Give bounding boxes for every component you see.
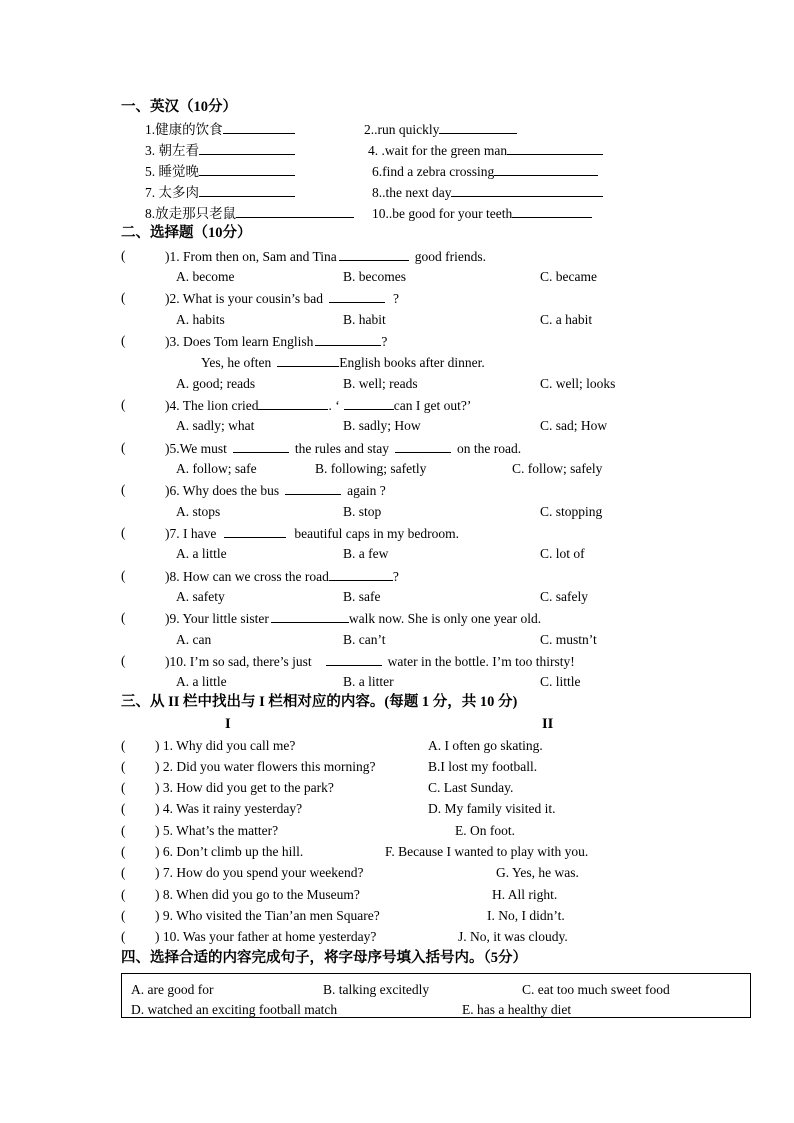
match-paren[interactable]: ( <box>121 780 126 795</box>
q3-option-a[interactable]: A. good; reads <box>176 376 256 391</box>
match-paren[interactable]: ( <box>121 801 126 816</box>
q7-option-c[interactable]: C. lot of <box>540 546 585 561</box>
q5-option-a[interactable]: A. follow; safe <box>176 461 257 476</box>
q8-option-a[interactable]: A. safety <box>176 589 225 604</box>
q7-option-b[interactable]: B. a few <box>343 546 389 561</box>
match-question: ) 2. Did you water flowers this morning? <box>155 759 376 774</box>
q8-stem: )8. How can we cross the road ? <box>165 569 399 584</box>
section-3-title: 三、从 II 栏中找出与 I 栏相对应的内容。(每题 1 分，共 10 分) <box>121 694 518 710</box>
match-answer: J. No, it was cloudy. <box>458 929 568 944</box>
q9-option-b[interactable]: B. can’t <box>343 632 386 647</box>
q5-stem: )5.We must the rules and stay on the road. <box>165 441 522 456</box>
match-paren[interactable]: ( <box>121 887 126 902</box>
q2-paren[interactable]: ( <box>121 290 126 305</box>
s1-item-7: 7. 太多肉 <box>145 184 295 201</box>
q10-option-c[interactable]: C. little <box>540 674 581 689</box>
match-answer: I. No, I didn’t. <box>487 908 565 923</box>
match-question: ) 4. Was it rainy yesterday? <box>155 801 303 816</box>
match-question: ) 9. Who visited the Tian’an men Square? <box>155 908 380 923</box>
s1-item-4: 4. .wait for the green man <box>368 142 603 159</box>
q4-stem: )4. The lion cried . ‘ can I get out?’ <box>165 398 472 413</box>
q5-paren[interactable]: ( <box>121 440 126 455</box>
q7-stem: )7. I have beautiful caps in my bedroom. <box>165 526 459 541</box>
match-answer: G. Yes, he was. <box>496 865 579 880</box>
q6-paren[interactable]: ( <box>121 482 126 497</box>
match-question: ) 7. How do you spend your weekend? <box>155 865 364 880</box>
s1-item-8: 8..the next day <box>372 184 603 201</box>
match-question: ) 8. When did you go to the Museum? <box>155 887 360 902</box>
q9-paren[interactable]: ( <box>121 610 126 625</box>
match-question: ) 10. Was your father at home yesterday? <box>155 929 377 944</box>
column-i-header: I <box>225 716 231 732</box>
match-paren[interactable]: ( <box>121 865 126 880</box>
q9-stem: )9. Your little sister walk now. She is only one year old. <box>165 611 542 626</box>
q9-option-c[interactable]: C. mustn’t <box>540 632 597 647</box>
word-bank-option-c: C. eat too much sweet food <box>522 982 670 997</box>
section-4-title: 四、选择合适的内容完成句子，将字母序号填入括号内。（5分） <box>121 950 527 966</box>
match-paren[interactable]: ( <box>121 738 126 753</box>
s1-item-9: 8.放走那只老鼠 <box>145 205 354 222</box>
match-answer: E. On foot. <box>455 823 515 838</box>
q2-option-a[interactable]: A. habits <box>176 312 225 327</box>
q6-option-c[interactable]: C. stopping <box>540 504 603 519</box>
match-answer: C. Last Sunday. <box>428 780 514 795</box>
match-question: ) 6. Don’t climb up the hill. <box>155 844 304 859</box>
match-answer: F. Because I wanted to play with you. <box>385 844 589 859</box>
match-answer: A. I often go skating. <box>428 738 543 753</box>
match-paren[interactable]: ( <box>121 908 126 923</box>
match-answer: B.I lost my football. <box>428 759 538 774</box>
q3-stem: )3. Does Tom learn English ? <box>165 334 388 349</box>
q10-option-a[interactable]: A. a little <box>176 674 227 689</box>
word-bank-option-e: E. has a healthy diet <box>462 1002 572 1017</box>
q8-option-b[interactable]: B. safe <box>343 589 381 604</box>
s1-item-3: 3. 朝左看 <box>145 142 295 159</box>
s1-item-1: 1.健康的饮食 <box>145 121 295 138</box>
section-2-title: 二、选择题（10分） <box>121 225 252 241</box>
match-question: ) 5. What’s the matter? <box>155 823 279 838</box>
q3-option-c[interactable]: C. well; looks <box>540 376 616 391</box>
q9-option-a[interactable]: A. can <box>176 632 212 647</box>
q4-paren[interactable]: ( <box>121 397 126 412</box>
q4-option-b[interactable]: B. sadly; How <box>343 418 421 433</box>
section-1-title: 一、英汉（10分） <box>121 99 237 115</box>
q3-subline: Yes, he often English books after dinner. <box>201 355 485 370</box>
q1-paren[interactable]: ( <box>121 248 126 263</box>
word-bank-option-d: D. watched an exciting football match <box>131 1002 338 1017</box>
q8-paren[interactable]: ( <box>121 568 126 583</box>
q6-option-a[interactable]: A. stops <box>176 504 221 519</box>
word-bank-option-b: B. talking excitedly <box>323 982 430 997</box>
match-paren[interactable]: ( <box>121 823 126 838</box>
q5-option-b[interactable]: B. following; safetly <box>315 461 427 476</box>
q8-option-c[interactable]: C. safely <box>540 589 588 604</box>
q2-option-c[interactable]: C. a habit <box>540 312 593 327</box>
match-paren[interactable]: ( <box>121 759 126 774</box>
q3-paren[interactable]: ( <box>121 333 126 348</box>
match-question: ) 3. How did you get to the park? <box>155 780 334 795</box>
q4-option-a[interactable]: A. sadly; what <box>176 418 255 433</box>
q2-option-b[interactable]: B. habit <box>343 312 386 327</box>
match-question: ) 1. Why did you call me? <box>155 738 296 753</box>
s1-item-5: 5. 睡觉晚 <box>145 163 295 180</box>
match-paren[interactable]: ( <box>121 929 126 944</box>
word-bank-option-a: A. are good for <box>131 982 214 997</box>
q1-option-a[interactable]: A. become <box>176 269 235 284</box>
column-ii-header: II <box>542 716 554 732</box>
q4-option-c[interactable]: C. sad; How <box>540 418 608 433</box>
match-paren[interactable]: ( <box>121 844 126 859</box>
match-answer: D. My family visited it. <box>428 801 556 816</box>
q1-option-c[interactable]: C. became <box>540 269 597 284</box>
q6-stem: )6. Why does the bus again ? <box>165 483 386 498</box>
q10-stem: )10. I’m so sad, there’s just water in the bottle. I’m too thirsty! <box>165 654 575 669</box>
q6-option-b[interactable]: B. stop <box>343 504 382 519</box>
q5-option-c[interactable]: C. follow; safely <box>512 461 603 476</box>
q10-option-b[interactable]: B. a litter <box>343 674 394 689</box>
q7-option-a[interactable]: A. a little <box>176 546 227 561</box>
q7-paren[interactable]: ( <box>121 525 126 540</box>
match-answer: H. All right. <box>492 887 558 902</box>
q1-option-b[interactable]: B. becomes <box>343 269 406 284</box>
q10-paren[interactable]: ( <box>121 653 126 668</box>
s1-item-10: 10..be good for your teeth <box>372 205 592 222</box>
q2-stem: )2. What is your cousin’s bad ? <box>165 291 399 306</box>
s1-item-6: 6.find a zebra crossing <box>372 163 598 180</box>
q1-stem: )1. From then on, Sam and Tina good friends. <box>165 249 487 264</box>
q3-option-b[interactable]: B. well; reads <box>343 376 418 391</box>
s1-item-2: 2..run quickly <box>364 121 517 138</box>
